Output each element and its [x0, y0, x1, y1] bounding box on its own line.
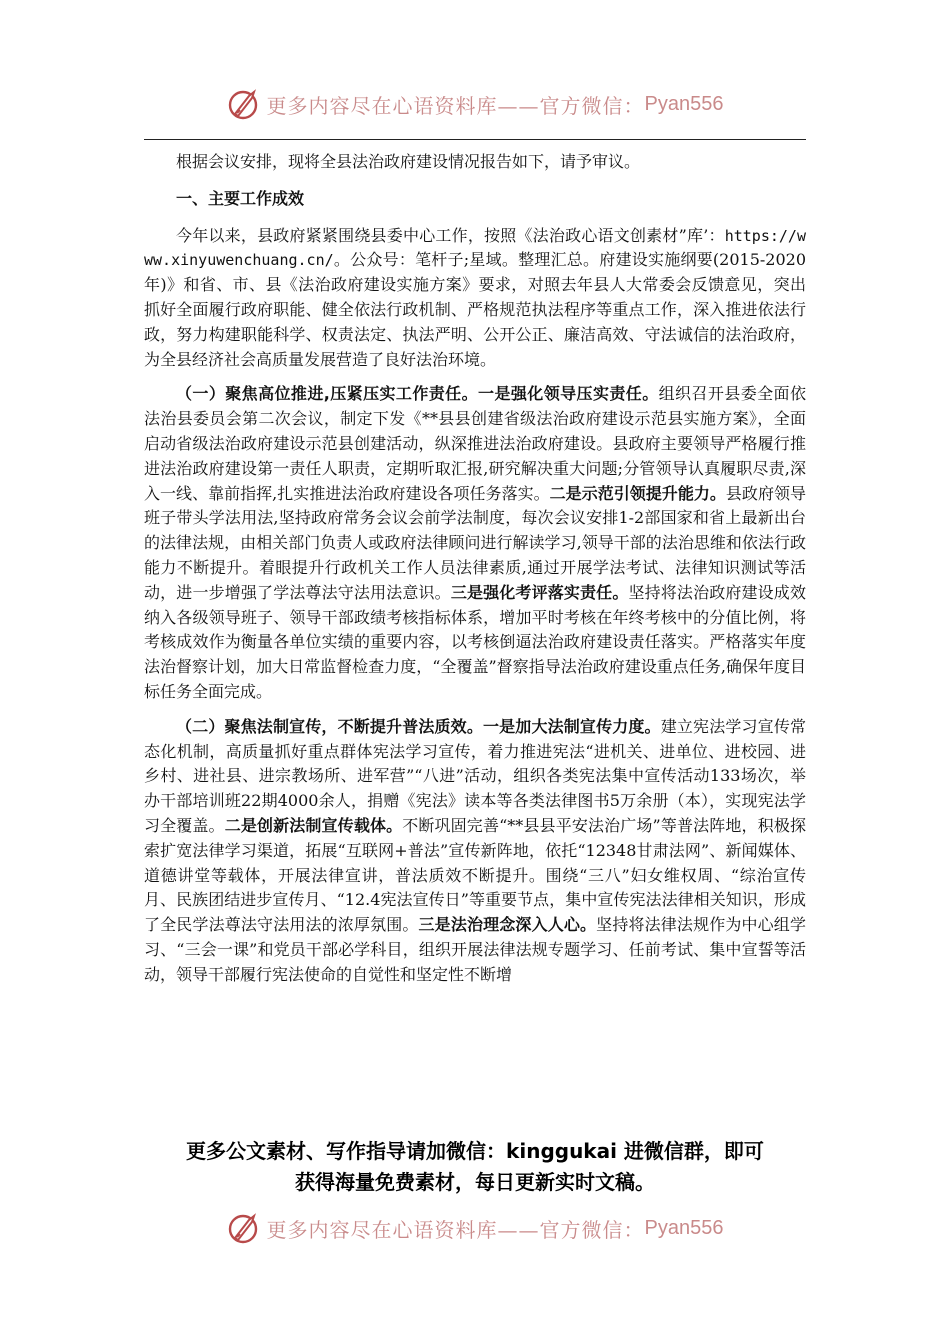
pen-nib-logo-icon	[227, 1211, 261, 1245]
subsection-2-title: （二）聚焦法制宣传，不断提升普法质效。一是加大法制宣传力度。	[176, 716, 661, 736]
promo-line-2: 获得海量免费素材，每日更新实时文稿。	[295, 1170, 655, 1194]
subsection-1-text-3: 坚持将法治政府建设成效纳入各级领导班子、领导干部政绩考核指标体系，增加平时考核在年终考核中的分值比例，将考核成效作为衡量各单位实绩的重要内容，以考核倒逼法治政府建设责任落实。严格落实年度法治督察计划，加大日常监督检查力度，“全覆盖”督察指导法治政府建设重点任务,确保年度目标任务全面完成。	[144, 582, 806, 701]
promo-line-1: 更多公文素材、写作指导请加微信：kinggukai 进微信群，即可	[186, 1139, 764, 1163]
subsection-2-text-1: 建立宪法学习宣传常态化机制，高质量抓好重点群体宪法学习宣传，着力推进宪法“进机关、进单位、进校园、进乡村、进社县、进宗教场所、进军营”“八进”活动，组织各类宪法集中宣传活动133场次，举办干部培训班22期4000余人，捐赠《宪法》读本等各类法律图书5万余册（本），实现宪法学习全覆盖。	[144, 716, 806, 835]
footer-banner	[0, 1206, 950, 1250]
section-heading: 一、主要工作成效	[176, 188, 305, 208]
pen-nib-logo-icon	[227, 87, 261, 121]
header-divider	[144, 139, 806, 140]
banner-text: 更多内容尽在心语资料库——官方微信：	[266, 93, 645, 118]
subsection-1-text-1: 组织召开县委全面依法治县委员会第二次会议，制定下发《**县县创建省级法治政府建设示范县实施方案》，全面启动省级法治政府建设示范县创建活动，纵深推进法治政府建设。县政府主要领导严格履行推进法治政府建设第一责任人职责，定期听取汇报,研究解决重大问题;分管领导认真履职尽责,深入一线、靠前指挥,扎实推进法治政府建设各项任务落实。	[144, 384, 806, 503]
overview-text-1: 今年以来，县政府紧紧围绕县委中心工作，按照《法治政心语文创素材”库’：	[176, 225, 725, 245]
overview-url: https://www.xinyuwenchuang.cn/	[144, 226, 806, 270]
subsection-1-point-3: 三是强化考评落实责任。	[450, 582, 629, 602]
subsection-2-point-2: 二是创新法制宣传载体。	[224, 815, 403, 835]
overview-paragraph	[144, 224, 806, 373]
banner-wechat-id: Pyan556	[644, 1216, 724, 1239]
document-body	[144, 150, 806, 988]
subsection-1-paragraph	[144, 382, 806, 704]
subsection-2-text-2: 不断巩固完善“**县县平安法治广场”等普法阵地，积极探索扩宽法律学习渠道，拓展“互联网+普法”宣传新阵地，依托“12348甘肃法网”、新闻媒体、道德讲堂等载体，开展法律宣讲，普法质效不断提升。围绕“三八”妇女维权周、“综治宣传月、民族团结进步宣传月、“12.4宪法宣传日”等重要节点，集中宣传宪法法律相关知识，形成了全民学法尊法守法用法的浓厚氛围。	[144, 815, 806, 935]
subsection-2-paragraph	[144, 715, 806, 988]
subsection-2-text-3: 坚持将法律法规作为中心组学习、“三会一课”和党员干部必学科目，组织开展法律法规专题学习、任前考试、集中宣誓等活动，领导干部履行宪法使命的自觉性和坚定性不断增	[144, 915, 806, 984]
subsection-2-point-3: 三是法治理念深入人心。	[418, 915, 597, 935]
banner-text: 更多内容尽在心语资料库——官方微信：	[266, 1217, 645, 1242]
subsection-1-text-2: 县政府领导班子带头学法用法,坚持政府常务会议会前学法制度，每次会议安排1-2部国家和省上最新出台的法律法规，由相关部门负责人或政府法律顾问进行解读学习,领导干部的法治思维和依法行政能力不断提升。着眼提升行政机关工作人员法律素质,通过开展学法考试、法律知识测试等活动，进一步增强了学法尊法守法用法意识。	[144, 483, 806, 602]
promo-block	[100, 1136, 850, 1198]
subsection-1-point-2: 二是示范引领提升能力。	[549, 483, 726, 503]
header-banner	[0, 82, 950, 126]
overview-text-2: 。公众号：笔杆子;星域。整理汇总。府建设实施纲要(2015-2020年)》和省、市、县《法治政府建设实施方案》要求，对照去年县人大常委会反馈意见，突出抓好全面履行政府职能、健全依法行政机制、严格规范执法程序等重点工作，深入推进依法行政，努力构建职能科学、权责法定、执法严明、公开公正、廉洁高效、守法诚信的法治政府，为全县经济社会高质量发展营造了良好法治环境。	[144, 250, 806, 369]
intro-paragraph: 根据会议安排，现将全县法治政府建设情况报告如下，请予审议。	[176, 152, 641, 171]
banner-wechat-id: Pyan556	[644, 92, 724, 115]
subsection-1-title: （一）聚焦高位推进,压紧压实工作责任。一是强化领导压实责任。	[176, 384, 659, 404]
